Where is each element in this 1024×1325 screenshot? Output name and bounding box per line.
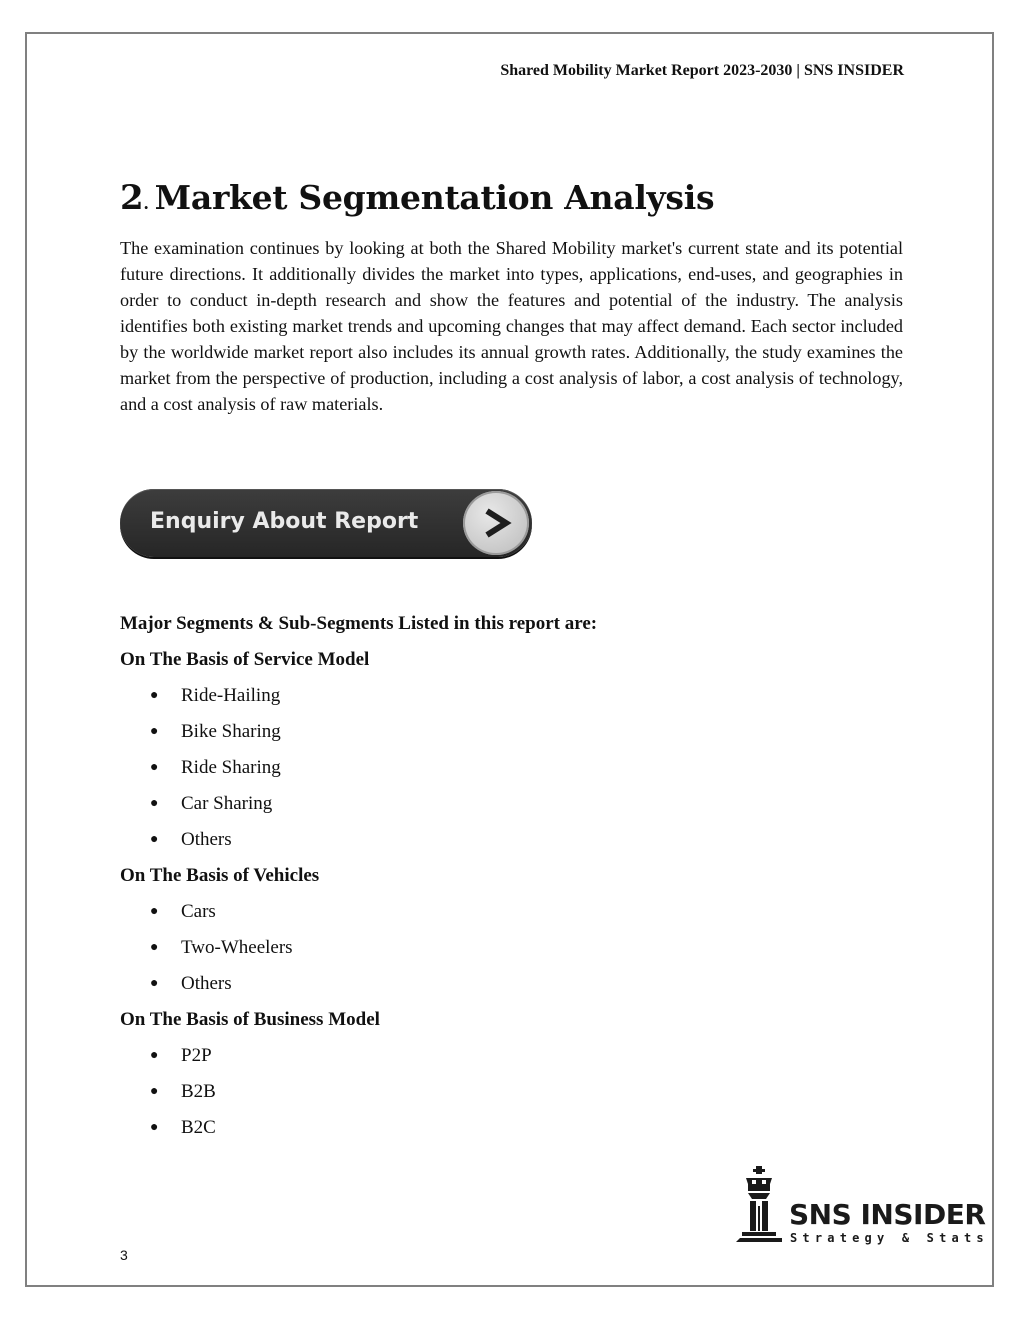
list-item-label: Two-Wheelers (181, 937, 293, 958)
list-item-label: B2B (181, 1081, 216, 1102)
page-number: 3 (120, 1247, 128, 1263)
bullet-icon: ● (150, 724, 159, 739)
bullet-icon: ● (150, 976, 159, 991)
group-heading-service-model: On The Basis of Service Model (120, 649, 370, 670)
list-item (150, 937, 293, 959)
bullet-icon: ● (150, 1048, 159, 1063)
list-item (150, 1117, 216, 1139)
list-item (150, 901, 216, 923)
section-paragraph: The examination continues by looking at both the Shared Mobility market's current state and its potential future directions. It additionally divides the market into types, applications, end-uses, and geographies in order to conduct in-depth research and show the features and potential of the industry. The analysis identifies both existing market trends and upcoming changes that may affect demand. Each sector included by the worldwide market report also includes its annual growth rates. Additionally, the study examines the market from the perspective of production, including a cost analysis of labor, a cost analysis of technology, and a cost analysis of raw materials. (120, 238, 903, 414)
list-item-label: Ride Sharing (181, 757, 281, 778)
list-item-label: Bike Sharing (181, 721, 281, 742)
list-item (150, 757, 281, 779)
list-item-label: Others (181, 973, 232, 994)
list-item (150, 829, 232, 851)
bullet-icon: ● (150, 940, 159, 955)
bullet-icon: ● (150, 1084, 159, 1099)
list-item-label: Ride-Hailing (181, 685, 281, 706)
bullet-icon: ● (150, 796, 159, 811)
list-item (150, 685, 280, 707)
bullet-icon: ● (150, 760, 159, 775)
group-heading-business-model: On The Basis of Business Model (120, 1009, 380, 1030)
bullet-icon: ● (150, 832, 159, 847)
section-title-text: Market Segmentation Analysis (154, 178, 715, 217)
logo-wordmark: SNS INSIDER (789, 1198, 986, 1231)
section-number: 2 (120, 178, 144, 218)
segments-intro: Major Segments & Sub-Segments Listed in this report are: (120, 613, 598, 634)
list-item (150, 1045, 212, 1067)
logo-tagline: Strategy & Stats (790, 1231, 989, 1245)
chess-king-icon (732, 1166, 786, 1250)
bullet-icon: ● (150, 1120, 159, 1135)
list-item-label: Cars (181, 901, 216, 922)
list-item-label: Others (181, 829, 232, 850)
running-header: Shared Mobility Market Report 2023-2030 | SNS INSIDER (500, 62, 904, 79)
bullet-icon: ● (150, 904, 159, 919)
bullet-icon: ● (150, 688, 159, 703)
list-item (150, 973, 232, 995)
list-item-label: B2C (181, 1117, 216, 1138)
group-heading-vehicles: On The Basis of Vehicles (120, 865, 320, 886)
section-title (120, 178, 714, 218)
section-number-dot: . (143, 194, 149, 213)
list-item-label: P2P (181, 1045, 212, 1066)
list-item (150, 793, 272, 815)
list-item (150, 1081, 216, 1103)
chevron-right-icon[interactable] (463, 491, 529, 555)
list-item (150, 721, 281, 743)
list-item-label: Car Sharing (181, 793, 273, 814)
enquiry-button-label: Enquiry About Report (150, 509, 419, 534)
